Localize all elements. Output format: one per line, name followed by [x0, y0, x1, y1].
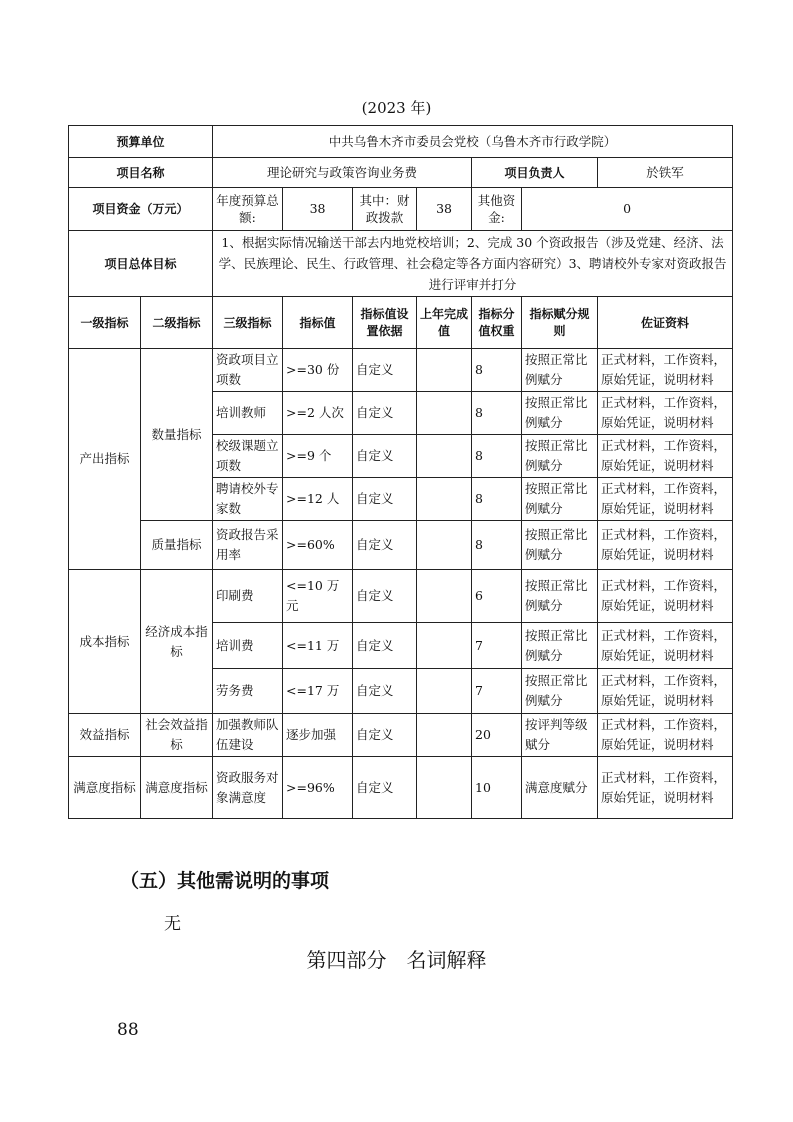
- level3-cell: 培训费: [213, 623, 283, 669]
- evidence-cell: 正式材料，工作资料，原始凭证，说明材料: [598, 669, 733, 714]
- project-funds-label: 项目资金（万元）: [69, 188, 213, 231]
- basis-cell: 自定义: [353, 757, 417, 819]
- level3-cell: 加强教师队伍建设: [213, 714, 283, 757]
- project-lead-value: 於铁军: [598, 158, 733, 188]
- weight-cell: 6: [472, 570, 522, 623]
- column-header: 三级指标: [213, 297, 283, 349]
- weight-cell: 8: [472, 392, 522, 435]
- rule-cell: 按照正常比例赋分: [522, 669, 598, 714]
- evidence-cell: 正式材料，工作资料，原始凭证，说明材料: [598, 392, 733, 435]
- level1-cost: 成本指标: [69, 570, 141, 714]
- basis-cell: 自定义: [353, 521, 417, 570]
- table-row: [69, 570, 733, 623]
- table-row: [69, 521, 733, 570]
- indicator-value: <=17 万: [283, 669, 353, 714]
- rule-cell: 按照正常比例赋分: [522, 435, 598, 478]
- section-heading: （五）其他需说明的事项: [120, 870, 330, 892]
- evidence-cell: 正式材料，工作资料，原始凭证，说明材料: [598, 435, 733, 478]
- performance-goals-table: [68, 125, 733, 819]
- column-header: 指标赋分规则: [522, 297, 598, 349]
- rule-cell: 按照正常比例赋分: [522, 521, 598, 570]
- column-header: 指标值设置依据: [353, 297, 417, 349]
- column-header: 二级指标: [141, 297, 213, 349]
- rule-cell: 按照正常比例赋分: [522, 392, 598, 435]
- level3-cell: 印刷费: [213, 570, 283, 623]
- rule-cell: 按照正常比例赋分: [522, 623, 598, 669]
- column-header: 上年完成值: [417, 297, 472, 349]
- weight-cell: 7: [472, 623, 522, 669]
- evidence-cell: 正式材料，工作资料，原始凭证，说明材料: [598, 757, 733, 819]
- weight-cell: 10: [472, 757, 522, 819]
- prev-value-cell: [417, 570, 472, 623]
- level3-cell: 资政报告采用率: [213, 521, 283, 570]
- indicator-value: >=2 人次: [283, 392, 353, 435]
- annual-budget-value: 38: [283, 188, 353, 231]
- prev-value-cell: [417, 435, 472, 478]
- indicator-value: >=9 个: [283, 435, 353, 478]
- rule-cell: 按照正常比例赋分: [522, 349, 598, 392]
- level1-satisfaction: 满意度指标: [69, 757, 141, 819]
- indicator-value: >=60%: [283, 521, 353, 570]
- level1-output: 产出指标: [69, 349, 141, 570]
- prev-value-cell: [417, 714, 472, 757]
- basis-cell: 自定义: [353, 623, 417, 669]
- rule-cell: 按评判等级赋分: [522, 714, 598, 757]
- basis-cell: 自定义: [353, 392, 417, 435]
- level3-cell: 资政服务对象满意度: [213, 757, 283, 819]
- part-title: 第四部分 名词解释: [306, 948, 487, 972]
- budget-unit-value: 中共乌鲁木齐市委员会党校（乌鲁木齐市行政学院）: [213, 126, 733, 158]
- fiscal-allocation-label: 其中：财政拨款: [353, 188, 417, 231]
- other-funds-value: 0: [522, 188, 733, 231]
- budget-unit-row: [69, 126, 733, 158]
- prev-value-cell: [417, 521, 472, 570]
- rule-cell: 按照正常比例赋分: [522, 478, 598, 521]
- evidence-cell: 正式材料，工作资料，原始凭证，说明材料: [598, 349, 733, 392]
- table-row: [69, 349, 733, 392]
- weight-cell: 8: [472, 521, 522, 570]
- evidence-cell: 正式材料，工作资料，原始凭证，说明材料: [598, 521, 733, 570]
- year-caption: (2023 年): [361, 99, 432, 117]
- basis-cell: 自定义: [353, 669, 417, 714]
- level2-satisfaction: 满意度指标: [141, 757, 213, 819]
- weight-cell: 8: [472, 478, 522, 521]
- page-number: 88: [117, 1020, 139, 1040]
- column-header: 一级指标: [69, 297, 141, 349]
- prev-value-cell: [417, 669, 472, 714]
- project-name-row: [69, 158, 733, 188]
- prev-value-cell: [417, 349, 472, 392]
- basis-cell: 自定义: [353, 478, 417, 521]
- weight-cell: 20: [472, 714, 522, 757]
- level2-quality: 质量指标: [141, 521, 213, 570]
- indicator-value: >=96%: [283, 757, 353, 819]
- other-funds-label: 其他资金:: [472, 188, 522, 231]
- level3-cell: 资政项目立项数: [213, 349, 283, 392]
- rule-cell: 按照正常比例赋分: [522, 570, 598, 623]
- level1-benefit: 效益指标: [69, 714, 141, 757]
- evidence-cell: 正式材料，工作资料，原始凭证，说明材料: [598, 623, 733, 669]
- annual-budget-label: 年度预算总额:: [213, 188, 283, 231]
- evidence-cell: 正式材料，工作资料，原始凭证，说明材料: [598, 478, 733, 521]
- level2-social-benefit: 社会效益指标: [141, 714, 213, 757]
- indicator-value: >=30 份: [283, 349, 353, 392]
- project-name-value: 理论研究与政策咨询业务费: [213, 158, 472, 188]
- project-lead-label: 项目负责人: [472, 158, 598, 188]
- level3-cell: 劳务费: [213, 669, 283, 714]
- weight-cell: 7: [472, 669, 522, 714]
- column-header: 指标分值权重: [472, 297, 522, 349]
- basis-cell: 自定义: [353, 714, 417, 757]
- evidence-cell: 正式材料，工作资料，原始凭证，说明材料: [598, 570, 733, 623]
- column-header: 指标值: [283, 297, 353, 349]
- section-body: 无: [164, 914, 181, 934]
- indicator-value: 逐步加强: [283, 714, 353, 757]
- level3-cell: 校级课题立项数: [213, 435, 283, 478]
- overall-goal-row: [69, 231, 733, 297]
- column-header: 佐证资料: [598, 297, 733, 349]
- weight-cell: 8: [472, 435, 522, 478]
- project-name-label: 项目名称: [69, 158, 213, 188]
- budget-unit-label: 预算单位: [69, 126, 213, 158]
- overall-goal-text: 1、根据实际情况输送干部去内地党校培训；2、完成 30 个资政报告（涉及党建、经济、法学、民族理论、民生、行政管理、社会稳定等各方面内容研究）3、聘请校外专家对资政报告进行评审并打分: [213, 231, 733, 297]
- prev-value-cell: [417, 392, 472, 435]
- indicator-value: <=10 万元: [283, 570, 353, 623]
- level2-economic-cost: 经济成本指标: [141, 570, 213, 714]
- table-row: [69, 757, 733, 819]
- table-row: [69, 714, 733, 757]
- level3-cell: 聘请校外专家数: [213, 478, 283, 521]
- project-funds-row: [69, 188, 733, 231]
- indicator-value: >=12 人: [283, 478, 353, 521]
- overall-goal-label: 项目总体目标: [69, 231, 213, 297]
- prev-value-cell: [417, 757, 472, 819]
- column-header-row: [69, 297, 733, 349]
- fiscal-allocation-value: 38: [417, 188, 472, 231]
- indicator-value: <=11 万: [283, 623, 353, 669]
- basis-cell: 自定义: [353, 435, 417, 478]
- prev-value-cell: [417, 478, 472, 521]
- level3-cell: 培训教师: [213, 392, 283, 435]
- basis-cell: 自定义: [353, 349, 417, 392]
- rule-cell: 满意度赋分: [522, 757, 598, 819]
- evidence-cell: 正式材料，工作资料，原始凭证，说明材料: [598, 714, 733, 757]
- level2-quantity: 数量指标: [141, 349, 213, 521]
- weight-cell: 8: [472, 349, 522, 392]
- basis-cell: 自定义: [353, 570, 417, 623]
- prev-value-cell: [417, 623, 472, 669]
